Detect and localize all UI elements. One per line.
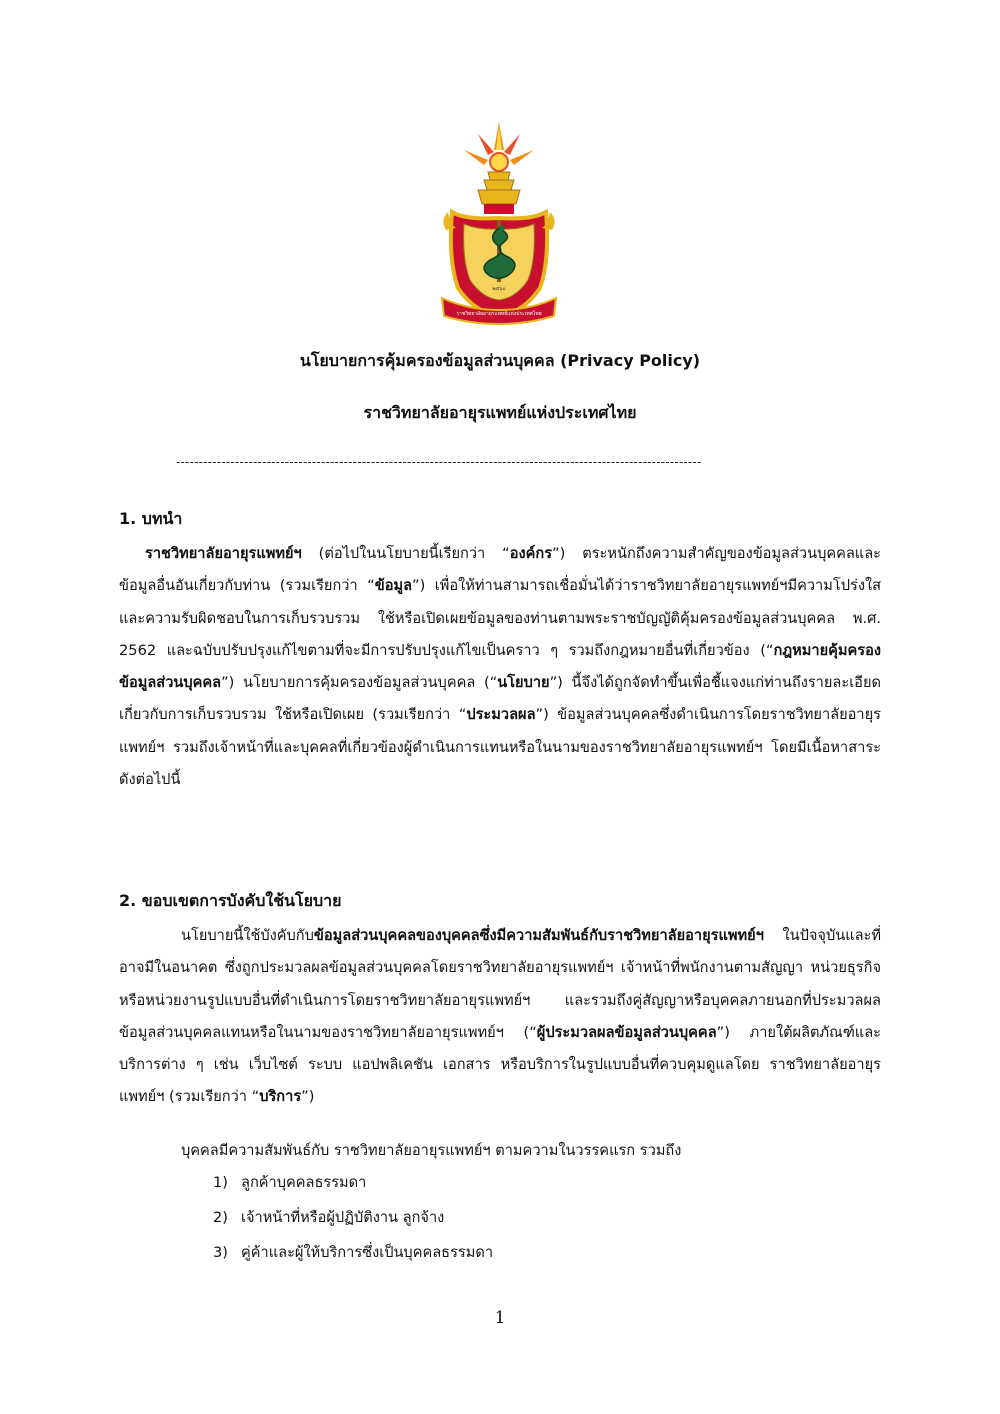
text-span: ในปัจจุบันและที่อาจมีในอนาคต ซึ่งถูกประมวลผลข้อมูลส่วนบุคคลโดยราชวิทยาลัยอายุรแพทย์ฯ เจ้าหน้าที่พนักงานตามสัญญา หน่วยธุรกิจหรือหน่วยงานรูปแบบอื่นที่ดำเนินการโดยราชวิทยาลัยอายุรแพทย์ฯ และรวมถึงคู่สัญญาหรือบุคคลภายนอกที่ประมวลผลข้อมูลส่วนบุคคลแทนหรือในนามของราชวิทยาลัยอายุรแพทย์ฯ (“ bbox=[119, 927, 881, 1041]
relationship-list bbox=[213, 1168, 493, 1273]
text-span: ”) bbox=[301, 1088, 315, 1106]
text-span: ”) นี้จึงได้ถูกจัดทำขึ้นเพื่อชี้แจงแก่ท่านถึงรายละเอียดเกี่ยวกับการเก็บรวบรวม ใช้หรือเปิดเผย (รวมเรียกว่า “ bbox=[119, 674, 881, 724]
text-span: นโยบายนี้ใช้บังคับกับ bbox=[181, 927, 314, 944]
text-span: ”) ภายใต้ผลิตภัณฑ์และบริการต่าง ๆ เช่น เว็บไซต์ ระบบ แอปพลิเคชัน เอกสาร หรือบริการในรูปแบบอื่นที่ควบคุมดูแลโดย ราชวิทยาลัยอายุรแพทย์ฯ (รวมเรียกว่า “ bbox=[119, 1023, 881, 1106]
defined-term: ประมวลผล bbox=[466, 706, 536, 724]
divider-line: -------------------------------------------------------------------------------------------------------------------- bbox=[176, 455, 702, 469]
list-number: 3) bbox=[213, 1244, 228, 1261]
section-2-heading: 2. ขอบเขตการบังคับใช้นโยบาย bbox=[119, 891, 342, 910]
defined-term: กฎหมายคุ้มครองข้อมูลส่วนบุคคล bbox=[119, 641, 881, 692]
seal-ribbon-text: ราชวิทยาลัยอายุรแพทย์แห่งประเทศไทย bbox=[456, 311, 542, 317]
list-number: 2) bbox=[213, 1209, 228, 1226]
section-2-paragraph bbox=[119, 920, 881, 1114]
page-number: 1 bbox=[494, 1308, 506, 1328]
text-span: ”) ข้อมูลส่วนบุคคลซึ่งดำเนินการโดยราชวิทยาลัยอายุรแพทย์ฯ รวมถึงเจ้าหน้าที่และบุคคลที่เกี่ยวข้องผู้ดำเนินการแทนหรือในนามของราชวิทยาลัยอายุรแพทย์ฯ โดยมีเนื้อหาสาระดังต่อไปนี้ bbox=[119, 706, 882, 789]
text-span: ”) นโยบายการคุ้มครองข้อมูลส่วนบุคคล (“ bbox=[221, 674, 498, 692]
defined-term: ผู้ประมวลผลข้อมูลส่วนบุคคล bbox=[536, 1023, 717, 1041]
document-subtitle: ราชวิทยาลัยอายุรแพทย์แห่งประเทศไทย bbox=[363, 403, 637, 422]
defined-term: ข้อมูลส่วนบุคคลของบุคคลซึ่งมีความสัมพันธ์กับราชวิทยาลัยอายุรแพทย์ฯ bbox=[313, 927, 764, 944]
defined-term: ข้อมูล bbox=[374, 577, 413, 595]
list-item bbox=[213, 1168, 493, 1203]
list-item bbox=[213, 1203, 493, 1238]
org-name: ราชวิทยาลัยอายุรแพทย์ฯ bbox=[145, 545, 302, 562]
document-title: นโยบายการคุ้มครองข้อมูลส่วนบุคคล (Privacy Policy) bbox=[299, 351, 701, 370]
list-text: ลูกค้าบุคคลธรรมดา bbox=[241, 1174, 367, 1191]
text-span: ”) ตระหนักถึงความสำคัญของข้อมูลส่วนบุคคลและข้อมูลอื่นอันเกี่ยวกับท่าน (รวมเรียกว่า “ bbox=[119, 545, 881, 595]
section-1-paragraph bbox=[119, 538, 881, 796]
text-span: ”) เพื่อให้ท่านสามารถเชื่อมั่นได้ว่าราชวิทยาลัยอายุรแพทย์ฯมีความโปร่งใสและความรับผิดชอบในการเก็บรวบรวม ใช้หรือเปิดเผยข้อมูลของท่านตามพระราชบัญญัติคุ้มครองข้อมูลส่วนบุคคล พ.ศ. 2562 และฉบับปรับปรุงแก้ไขตามที่จะมีการปรับปรุงแก้ไขเป็นคราว ๆ รวมถึงกฎหมายอื่นที่เกี่ยวข้อง (“ bbox=[119, 577, 881, 659]
text-span: (ต่อไปในนโยบายนี้เรียกว่า “ bbox=[301, 545, 510, 562]
defined-term: บริการ bbox=[259, 1088, 302, 1106]
list-item bbox=[213, 1238, 493, 1273]
section-1-heading: 1. บทนำ bbox=[119, 509, 183, 528]
list-number: 1) bbox=[213, 1174, 228, 1191]
list-text: เจ้าหน้าที่หรือผู้ปฏิบัติงาน ลูกจ้าง bbox=[241, 1209, 445, 1226]
section-2-paragraph-2: บุคคลมีความสัมพันธ์กับ ราชวิทยาลัยอายุรแพทย์ฯ ตามความในวรรคแรก รวมถึง bbox=[181, 1142, 682, 1159]
defined-term: นโยบาย bbox=[497, 674, 550, 692]
college-seal-logo bbox=[438, 120, 560, 325]
seal-year-text: ๒๕๖๐ bbox=[492, 286, 506, 292]
defined-term: องค์กร bbox=[509, 545, 553, 562]
list-text: คู่ค้าและผู้ให้บริการซึ่งเป็นบุคคลธรรมดา bbox=[241, 1244, 494, 1261]
